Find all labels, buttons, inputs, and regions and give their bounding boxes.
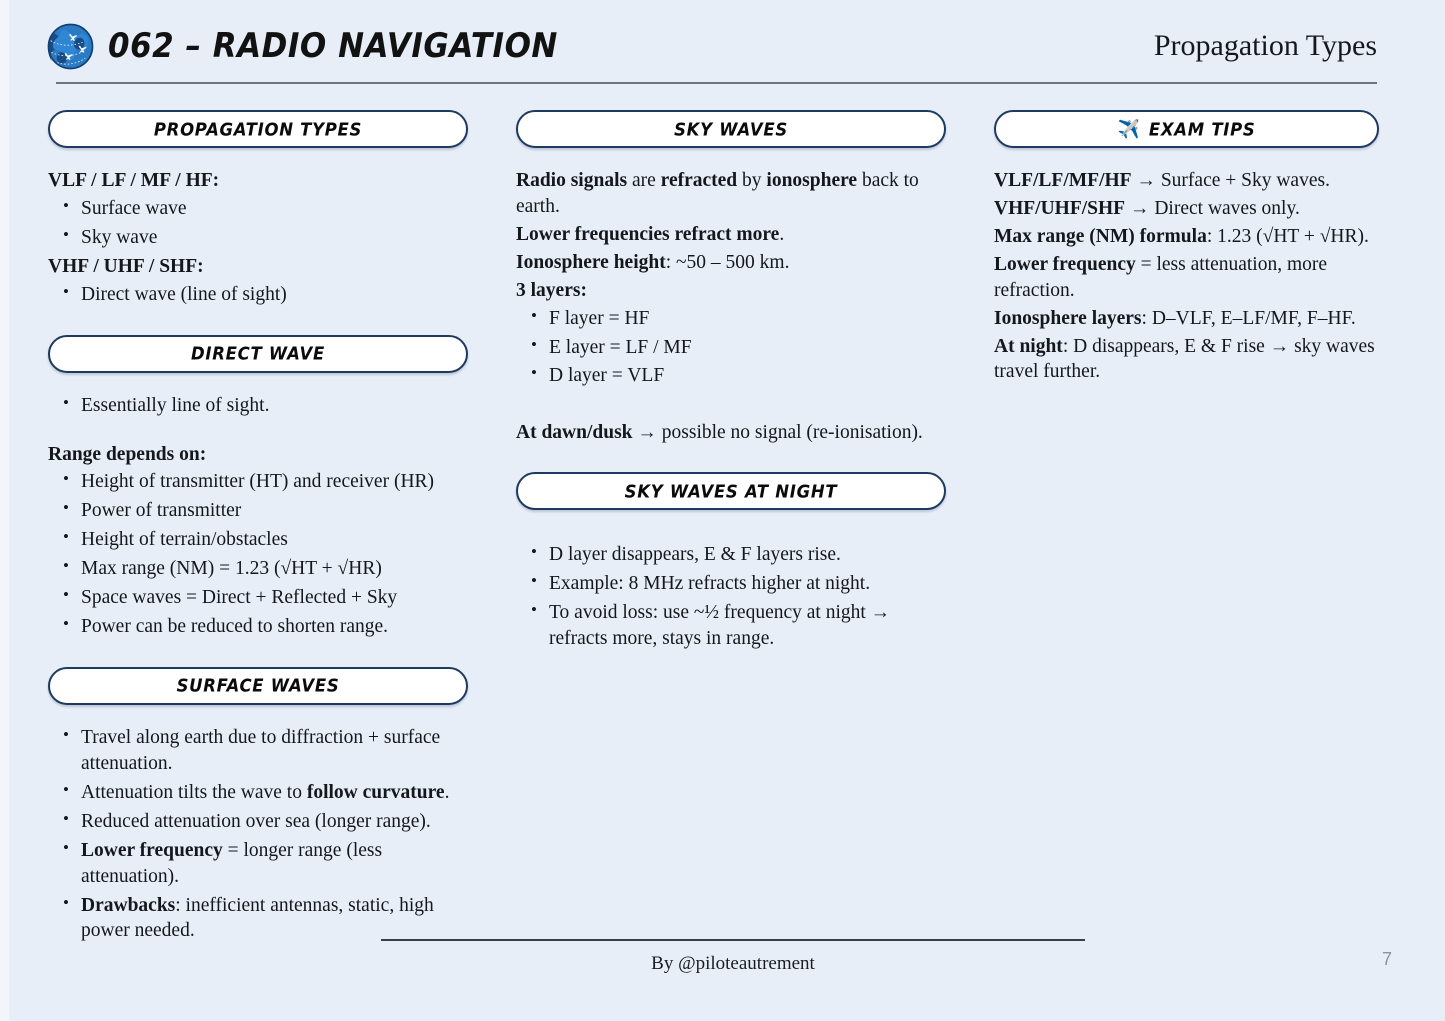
section-title-label: SKY WAVES xyxy=(674,118,788,140)
list-item: • Essentially line of sight. xyxy=(81,393,468,419)
section-header-surface-waves xyxy=(48,667,468,705)
airplane-icon: ✈️ xyxy=(1117,119,1140,139)
page-number: 7 xyxy=(1381,949,1392,969)
bullet-list-ionosphere-layers xyxy=(516,306,946,390)
section-title-label: EXAM TIPS xyxy=(1148,118,1256,140)
text-line: VLF/LF/MF/HF → Surface + Sky waves. xyxy=(994,170,1330,191)
bullet-list-low-frequency-waves xyxy=(48,196,468,251)
content-columns xyxy=(9,110,1445,947)
section-header-propagation-types xyxy=(48,110,468,148)
text-line: Lower frequency = less attenuation, more refraction. xyxy=(994,253,1328,301)
bullet-list-direct-wave-intro xyxy=(48,393,468,419)
list-item: • Reduced attenuation over sea (longer range). xyxy=(81,809,468,835)
text-line: At night: D disappears, E & F rise → sky waves travel further. xyxy=(994,335,1375,383)
page-header xyxy=(9,0,1445,92)
header-divider xyxy=(56,82,1377,84)
section-title-label: SURFACE WAVES xyxy=(176,675,340,697)
list-item: • Max range (NM) = 1.23 (√HT + √HR) xyxy=(81,556,468,582)
section-body-exam-tips xyxy=(994,168,1379,385)
list-item: • Height of transmitter (HT) and receiver (HR) xyxy=(81,469,468,495)
section-header-direct-wave xyxy=(48,335,468,373)
text-line: Lower frequencies refract more. xyxy=(516,223,785,245)
bullet-list-night-effects xyxy=(516,542,946,652)
course-title: 062 – RADIO NAVIGATION xyxy=(108,26,558,66)
section-body-propagation-types xyxy=(48,168,468,308)
column-middle xyxy=(516,110,946,655)
list-item: • Lower frequency = longer range (less attenuation). xyxy=(81,838,468,890)
list-item: • Power of transmitter xyxy=(81,498,468,524)
text-line: Radio signals are refracted by ionosphere back to earth. xyxy=(516,170,919,217)
subheading-vhf-group: VHF / UHF / SHF: xyxy=(48,255,204,277)
section-body-surface-waves xyxy=(48,725,468,944)
text-line: VHF/UHF/SHF → Direct waves only. xyxy=(994,197,1300,219)
list-item: • Drawbacks: inefficient antennas, static, high power needed. xyxy=(81,893,468,945)
footer-credit: By @piloteautrement xyxy=(651,953,815,974)
text-line: 3 layers: xyxy=(516,279,587,301)
bullet-list-surface-waves xyxy=(48,725,468,944)
text-line: Ionosphere height: ~50 – 500 km. xyxy=(516,251,790,273)
list-item: • F layer = HF xyxy=(549,306,946,332)
section-body-sky-waves-at-night xyxy=(516,530,946,652)
list-item: • Direct wave (line of sight) xyxy=(81,282,468,308)
text-line: Max range (NM) formula: 1.23 (√HT + √HR). xyxy=(994,225,1369,247)
section-header-sky-waves-at-night xyxy=(516,472,946,510)
page-footer xyxy=(9,931,1445,1001)
list-item: • Surface wave xyxy=(81,196,468,222)
subheading-range-depends: Range depends on: xyxy=(48,443,207,465)
list-item: • Attenuation tilts the wave to follow curvature. xyxy=(81,780,468,806)
page-subject-title: Propagation Types xyxy=(1153,29,1377,62)
text-line-dawn-dusk: At dawn/dusk → possible no signal (re-ionisation). xyxy=(516,422,923,444)
section-header-exam-tips xyxy=(994,110,1379,148)
section-title-label: DIRECT WAVE xyxy=(191,343,325,364)
footer-divider xyxy=(381,939,1085,941)
header-left-group xyxy=(47,23,558,70)
list-item: • Sky wave xyxy=(81,225,468,251)
text-line: Ionosphere layers: D–VLF, E–LF/MF, F–HF. xyxy=(994,307,1356,329)
list-item: • Height of terrain/obstacles xyxy=(81,527,468,553)
subheading-vlf-group: VLF / LF / MF / HF: xyxy=(48,170,220,191)
list-item: • Example: 8 MHz refracts higher at night. xyxy=(549,571,946,597)
section-header-sky-waves xyxy=(516,110,946,148)
column-right xyxy=(994,110,1379,387)
list-item: • Space waves = Direct + Reflected + Sky xyxy=(81,585,468,611)
list-item: • D layer disappears, E & F layers rise. xyxy=(549,542,946,568)
section-title-label: SKY WAVES AT NIGHT xyxy=(624,481,838,502)
list-item: • E layer = LF / MF xyxy=(549,335,946,361)
list-item: • To avoid loss: use ~½ frequency at night → refracts more, stays in range. xyxy=(549,600,946,652)
section-title-label: PROPAGATION TYPES xyxy=(153,118,363,140)
list-item: • D layer = VLF xyxy=(549,363,946,389)
column-left xyxy=(48,110,468,947)
list-item: • Power can be reduced to shorten range. xyxy=(81,614,468,640)
section-body-sky-waves xyxy=(516,168,946,446)
list-item: • Travel along earth due to diffraction + surface attenuation. xyxy=(81,725,468,777)
globe-airplanes-icon xyxy=(47,23,94,70)
section-body-direct-wave xyxy=(48,393,468,640)
bullet-list-range-factors xyxy=(48,469,468,640)
bullet-list-high-frequency-waves xyxy=(48,282,468,308)
